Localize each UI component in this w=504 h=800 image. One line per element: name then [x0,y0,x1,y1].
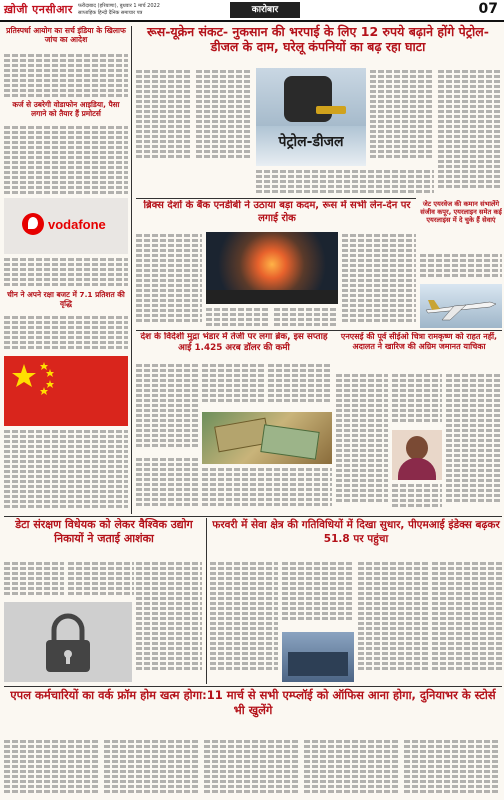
left-story-3-body [4,314,128,354]
brics-headline-box [136,200,418,230]
airline-headline-box [420,200,502,250]
brics-col-2 [206,306,270,328]
forex-headline-box [136,332,332,360]
padlock-photo [4,602,132,682]
left-story-1-headline-box [4,26,128,51]
forex-col-1-cont [136,456,198,514]
masthead-logo: ख़ोजी एनसीआर [4,3,73,16]
main-story-tail [256,168,434,196]
pmi-headline: फरवरी में सेवा क्षेत्र की गतिविधियों में दिखा सुधार, पीएमआई इंडेक्स बढ़कर 51.8 पर पहुंचा [212,519,500,545]
data-protection-headline: डेटा संरक्षण विधेयक को लेकर वैश्विक उद्योग निकायों ने जताई आशंका [15,518,193,545]
column-divider [206,518,207,684]
nse-headline: एनएसई की पूर्व सीईओ चित्रा रामकृष्ण को राहत नहीं, अदालत ने खारिज की अग्रिम जमानत याचिका [340,332,498,351]
main-story-col-4 [370,68,434,164]
left-story-2-headline: कर्ज से उबरेगी वोडाफोन आइडिया, पैसा लगाने को तैयार हैं प्रमोटर्स [12,100,120,118]
left-story-1-body [4,52,128,99]
page-number: 07 [478,1,498,17]
nse-col-1 [336,372,388,514]
forex-caption [202,466,332,514]
left-story-1-headline: प्रतिस्पर्धा आयोग का सर्च इंडिया के खिलाफ जांच का आदेश [6,26,126,44]
airplane-icon [420,284,502,328]
main-story-col-2 [196,68,252,164]
explosion-photo [206,232,338,304]
divider [4,516,502,517]
column-divider [131,26,132,514]
nse-col-2 [392,372,442,428]
brics-col-4 [342,232,416,328]
forex-col-2 [202,362,264,410]
apple-col-5 [404,738,500,798]
data-col-2 [68,560,134,600]
vodafone-logo-icon [22,213,44,235]
pmi-col-3 [358,560,428,682]
data-col-3 [136,560,202,682]
petrol-pump-photo [256,68,366,166]
apple-col-4 [304,738,400,798]
brics-headline: ब्रिक्स देशों के बैंक एनडीबी ने उठाया बड़ा कदम, रूस में सभी लेन-देन पर लगाई रोक [143,200,411,224]
vodafone-logo-text: vodafone [48,217,106,232]
china-flag-icon [4,356,128,426]
forex-headline: देश के विदेशी मुद्रा भंडार में तेजी पर लगा ब्रेक, इस सप्ताह आई 1.425 अरब डॉलर की कमी [140,332,328,353]
data-col-1 [4,560,64,600]
data-headline-box [4,518,204,558]
pmi-col-2 [282,560,354,630]
paper-subtitle: साप्ताहिक हिन्दी दैनिक समाचार पत्र [78,10,143,16]
apple-col-2 [104,738,200,798]
page-header [0,0,504,22]
pmi-headline-box [210,518,502,558]
banknote-icon [260,424,319,460]
china-flag-photo [4,356,128,426]
main-headline: रूस-यूक्रेन संकट- नुकसान की भरपाई के लिए 12 रुपये बढ़ाने होंगे पेट्रोल-डीजल के दाम, घरेलू कंपनियों का बढ़ रहा घाटा [147,24,489,54]
left-story-2-body [4,124,128,196]
person-icon [406,436,428,460]
currency-notes-photo [202,412,332,464]
divider [136,198,416,199]
pmi-photo [282,632,354,682]
airline-headline: जेट एयरवेज की कमान संभालेंगे संजीव कपूर, एयरलाइन समेत कई एयरलाइंस में दे चुके हैं सेवाएं [420,200,502,225]
divider [136,330,502,331]
forex-col-1 [136,362,198,452]
date-line [78,3,160,17]
chitra-photo [392,430,442,480]
left-story-2-headline-box [4,100,128,122]
main-headline-box [136,24,500,66]
photo-caption: पेट्रोल-डीजल [278,134,344,150]
brics-col-1 [136,232,202,328]
left-story-3-headline: चीन ने अपने रक्षा बजट में 7.1 प्रतिशत की वृद्धि [7,290,125,308]
apple-headline-box [4,688,502,736]
apple-headline: एपल कर्मचारियों का वर्क फ्रॉम होम खत्म होगा:11 मार्च से सभी एम्प्लॉई को ऑफिस आना होगा, दुनियाभर के स्टोर्स भी खुलेंगे [10,688,496,717]
nse-col-3 [446,372,502,514]
date-text: फरीदाबाद (हरियाणा), बुधवार 1 मार्च 2022 [78,3,160,9]
airplane-photo [420,284,502,328]
nse-col-2-cont [392,482,442,514]
fuel-nozzle-icon [284,76,332,122]
pmi-col-1 [210,560,278,682]
main-story-col-1 [136,68,192,164]
pmi-col-4 [432,560,502,682]
brics-col-3 [274,306,338,328]
section-label: कारोबार [230,2,300,18]
left-story-3-headline-box [4,290,128,312]
apple-col-1 [4,738,100,798]
vodafone-photo [4,198,128,254]
nse-headline-box [336,332,502,370]
left-story-2-body-cont [4,256,128,288]
divider [4,686,502,687]
forex-col-3 [268,362,332,410]
airline-body [420,252,502,282]
left-story-3-body-cont [4,428,128,514]
main-story-col-5 [438,68,500,196]
padlock-icon [4,602,132,682]
apple-col-3 [204,738,300,798]
